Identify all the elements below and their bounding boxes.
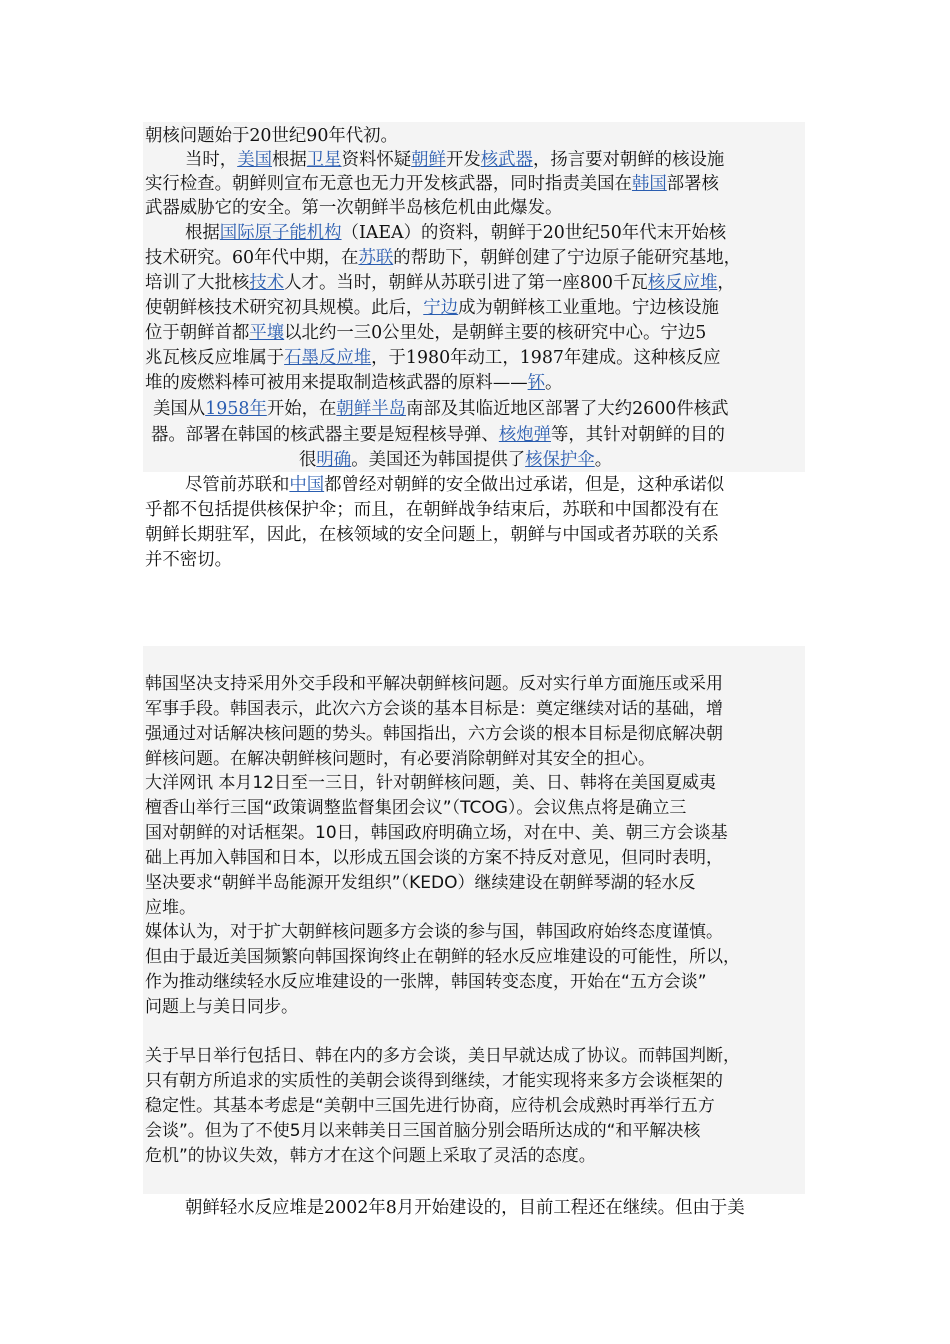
text-span: 危机”的协议失效，韩方才在这个问题上采取了灵活的态度。 (145, 1146, 596, 1166)
paragraph-line (299, 448, 612, 472)
text-span: 技术研究。60年代中期，在 (145, 248, 359, 268)
hyperlink[interactable]: 朝鲜半岛 (336, 399, 406, 419)
text-span: 问题上与美日同步。 (145, 997, 298, 1017)
text-span: 都曾经对朝鲜的安全做出过承诺，但是，这种承诺似 (324, 475, 725, 495)
hyperlink[interactable]: 卫星 (306, 150, 342, 170)
paragraph-line (145, 523, 719, 547)
text-span: 很 (299, 450, 317, 470)
paragraph-line (145, 124, 398, 148)
paragraph-line (145, 172, 719, 196)
paragraph-line (145, 498, 719, 522)
text-span: 关于早日举行包括日、韩在内的多方会谈，美日早就达成了协议。而韩国判断， (145, 1046, 740, 1066)
text-span: 兆瓦核反应堆属于 (145, 348, 285, 368)
text-span: 以北约一三0公里处，是朝鲜主要的核研究中心。宁边5 (284, 323, 707, 343)
text-span: 乎都不包括提供核保护伞；而且，在朝鲜战争结束后，苏联和中国都没有在 (145, 500, 719, 520)
text-span: 只有朝方所追求的实质性的美朝会谈得到继续，才能实现将来多方会谈框架的 (145, 1071, 723, 1091)
text-span: 等，其针对朝鲜的目的 (551, 425, 725, 445)
paragraph-line (145, 846, 723, 870)
text-span: 实行检查。朝鲜则宣布无意也无力开发核武器，同时指责美国在 (145, 174, 632, 194)
text-span: （IAEA）的资料，朝鲜于20世纪50年代末开始核 (341, 223, 727, 243)
text-span: 堆的废燃料棒可被用来提取制造核武器的原料—— (145, 373, 528, 393)
text-span: 南部及其临近地区部署了大约2600件核武 (406, 399, 729, 419)
text-span: 武器威胁它的安全。第一次朝鲜半岛核危机由此爆发。 (145, 198, 563, 218)
text-span: 资料怀疑 (341, 150, 412, 170)
text-span: 朝核问题始于20世纪90年代初。 (145, 126, 398, 146)
paragraph-line (145, 747, 655, 771)
text-span: 成为朝鲜核工业重地。宁边核设施 (458, 298, 719, 318)
paragraph-line (151, 423, 725, 447)
hyperlink[interactable]: 核反应堆 (647, 273, 718, 293)
text-span: 但由于最近美国频繁向韩国探询终止在朝鲜的轻水反应堆建设的可能性，所以， (145, 947, 740, 967)
text-span: 美国从 (153, 399, 206, 419)
hyperlink[interactable]: 技术 (249, 273, 285, 293)
text-span: 培训了大批核 (145, 273, 250, 293)
text-span: ， (717, 273, 735, 293)
text-span: 器。部署在韩国的核武器主要是短程核导弹、 (151, 425, 499, 445)
hyperlink[interactable]: 核武器 (480, 150, 533, 170)
text-span: 。 (545, 373, 563, 393)
text-span: 鲜核问题。在解决朝鲜核问题时，有必要消除朝鲜对其安全的担心。 (145, 749, 655, 769)
paragraph-line (185, 148, 724, 172)
paragraph-line (145, 896, 196, 920)
hyperlink[interactable]: 平壤 (249, 323, 285, 343)
text-span: 。美国还为韩国提供了 (351, 450, 526, 470)
text-span: 尽管前苏联和 (185, 475, 290, 495)
text-span: 并不密切。 (145, 550, 232, 570)
text-span: 根据 (185, 223, 220, 243)
hyperlink[interactable]: 核保护伞 (525, 450, 595, 470)
text-span: 应堆。 (145, 898, 196, 918)
paragraph-line (145, 1069, 723, 1093)
paragraph-line (145, 995, 298, 1019)
paragraph-line (145, 321, 706, 345)
paragraph-line (145, 796, 686, 820)
text-span: 根据 (271, 150, 307, 170)
paragraph-line (145, 1094, 715, 1118)
paragraph-line (145, 821, 728, 845)
paragraph-line (145, 346, 721, 370)
paragraph-line (145, 871, 695, 895)
paragraph-line (145, 246, 741, 270)
paragraph-line (145, 371, 562, 395)
paragraph-line (145, 196, 562, 220)
paragraph-line (145, 296, 719, 320)
paragraph-line (145, 271, 735, 295)
text-span: ，扬言要对朝鲜的核设施 (532, 150, 725, 170)
text-span: 作为推动继续轻水反应堆建设的一张牌，韩国转变态度，开始在“五方会谈” (145, 972, 707, 992)
paragraph-line (145, 548, 232, 572)
text-span: ，于1980年动工，1987年建成。这种核反应 (371, 348, 721, 368)
hyperlink[interactable]: 国际原子能机构 (219, 223, 342, 243)
paragraph-line (145, 1044, 740, 1068)
text-span: 国对朝鲜的对话框架。10日，韩国政府明确立场，对在中、美、朝三方会谈基 (145, 823, 728, 843)
text-span: 朝鲜轻水反应堆是2002年8月开始建设的，目前工程还在继续。但由于美 (185, 1198, 745, 1218)
text-span: 檀香山举行三国“政策调整监督集团会议”（TCOG）。会议焦点将是确立三 (145, 798, 687, 818)
hyperlink[interactable]: 苏联 (358, 248, 394, 268)
paragraph-line (185, 473, 724, 497)
paragraph-line (145, 672, 723, 696)
text-span: 人才。当时，朝鲜从苏联引进了第一座800千瓦 (284, 273, 648, 293)
paragraph-line (185, 221, 726, 245)
hyperlink[interactable]: 美国 (237, 150, 272, 170)
paragraph-line (145, 945, 740, 969)
paragraph-line (145, 697, 723, 721)
text-span: 强通过对话解决核问题的势头。韩国指出，六方会谈的根本目标是彻底解决朝 (145, 724, 723, 744)
hyperlink[interactable]: 1958年 (205, 399, 267, 419)
text-span: 使朝鲜核技术研究初具规模。此后， (145, 298, 424, 318)
hyperlink[interactable]: 韩国 (631, 174, 667, 194)
text-span: 坚决要求“朝鲜半岛能源开发组织”（KEDO）继续建设在朝鲜琴湖的轻水反 (145, 873, 696, 893)
paragraph-line (145, 771, 716, 795)
hyperlink[interactable]: 朝鲜 (411, 150, 446, 170)
hyperlink[interactable]: 石墨反应堆 (284, 348, 372, 368)
text-span: 位于朝鲜首都 (145, 323, 250, 343)
hyperlink[interactable]: 中国 (289, 475, 325, 495)
text-span: 大洋网讯 本月12日至一三日，针对朝鲜核问题，美、日、韩将在美国夏威夷 (145, 773, 717, 793)
text-span: 朝鲜长期驻军，因此，在核领域的安全问题上，朝鲜与中国或者苏联的关系 (145, 525, 719, 545)
text-span: 开始，在 (266, 399, 337, 419)
text-span: 部署核 (666, 174, 719, 194)
hyperlink[interactable]: 核炮弹 (498, 425, 552, 445)
text-span: 韩国坚决支持采用外交手段和平解决朝鲜核问题。反对实行单方面施压或采用 (145, 674, 723, 694)
paragraph-line (145, 920, 723, 944)
text-span: 会谈”。但为了不使5月以来韩美日三国首脑分别会晤所达成的“和平解决核 (145, 1121, 701, 1141)
hyperlink[interactable]: 明确 (316, 450, 352, 470)
paragraph-line (145, 1144, 596, 1168)
paragraph-line (145, 722, 723, 746)
text-span: 础上再加入韩国和日本，以形成五国会谈的方案不持反对意见，但同时表明， (145, 848, 723, 868)
text-span: 当时， (185, 150, 238, 170)
paragraph-line (145, 970, 707, 994)
hyperlink[interactable]: 宁边 (423, 298, 459, 318)
hyperlink[interactable]: 钚 (527, 373, 546, 393)
text-span: 稳定性。其基本考虑是“美朝中三国先进行协商，应待机会成熟时再举行五方 (145, 1096, 715, 1116)
paragraph-line (153, 397, 729, 421)
text-span: 军事手段。韩国表示，此次六方会谈的基本目标是：奠定继续对话的基础，增 (145, 699, 723, 719)
text-span: 开发 (445, 150, 481, 170)
text-span: 媒体认为，对于扩大朝鲜核问题多方会谈的参与国，韩国政府始终态度谨慎。 (145, 922, 723, 942)
text-span: 。 (594, 450, 613, 470)
paragraph-line (145, 1119, 700, 1143)
paragraph-line (185, 1196, 745, 1220)
text-span: 的帮助下，朝鲜创建了宁边原子能研究基地， (393, 248, 742, 268)
